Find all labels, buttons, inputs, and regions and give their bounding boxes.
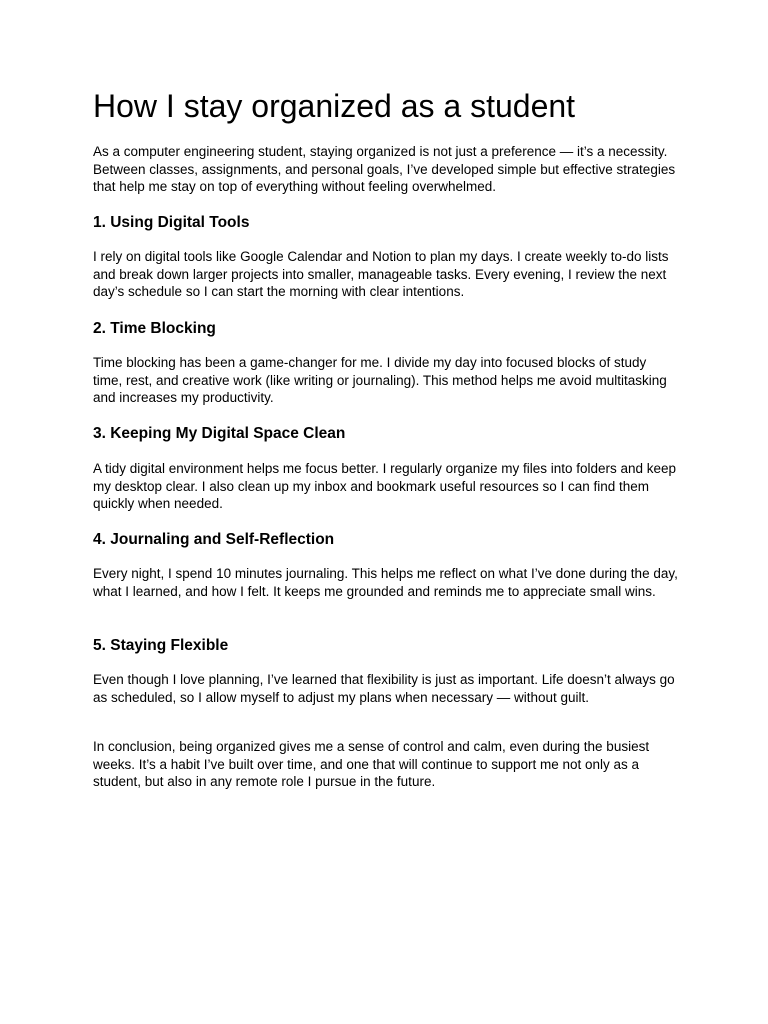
document-title: How I stay organized as a student — [93, 88, 576, 124]
section-heading-journaling: 4. Journaling and Self-Reflection — [93, 531, 335, 548]
section-heading-digital-space: 3. Keeping My Digital Space Clean — [93, 425, 346, 442]
section-heading-digital-tools: 1. Using Digital Tools — [93, 214, 250, 231]
section-body-time-blocking: Time blocking has been a game-changer for me. I divide my day into focused blocks of study time, rest, and creative work (like writing or journaling). This method helps me avoid multitasking and increases my productivity. — [93, 355, 667, 405]
conclusion-paragraph: In conclusion, being organized gives me a sense of control and calm, even during the busiest weeks. It’s a habit I’ve built over time, and one that will continue to support me not only as a student, but also in any remote role I pursue in the future. — [93, 739, 650, 789]
section-body-digital-space: A tidy digital environment helps me focus better. I regularly organize my files into folders and keep my desktop clear. I also clean up my inbox and bookmark useful resources so I can find them quickly when needed. — [93, 461, 677, 511]
intro-paragraph: As a computer engineering student, staying organized is not just a preference — it’s a necessity. Between classes, assignments, and personal goals, I’ve developed simple but effective strategies that help me stay on top of everything without feeling overwhelmed. — [93, 144, 676, 194]
section-body-journaling: Every night, I spend 10 minutes journaling. This helps me reflect on what I’ve done during the day, what I learned, and how I felt. It keeps me grounded and reminds me to appreciate small wins. — [93, 566, 678, 599]
section-body-digital-tools: I rely on digital tools like Google Calendar and Notion to plan my days. I create weekly to-do lists and break down larger projects into smaller, manageable tasks. Every evening, I review the next day’s schedule so I can start the morning with clear intentions. — [93, 249, 669, 299]
section-body-flexible: Even though I love planning, I’ve learned that flexibility is just as important. Life doesn’t always go as scheduled, so I allow myself to adjust my plans when necessary — without guilt. — [93, 672, 675, 705]
section-heading-time-blocking: 2. Time Blocking — [93, 320, 216, 337]
section-heading-flexible: 5. Staying Flexible — [93, 637, 229, 654]
